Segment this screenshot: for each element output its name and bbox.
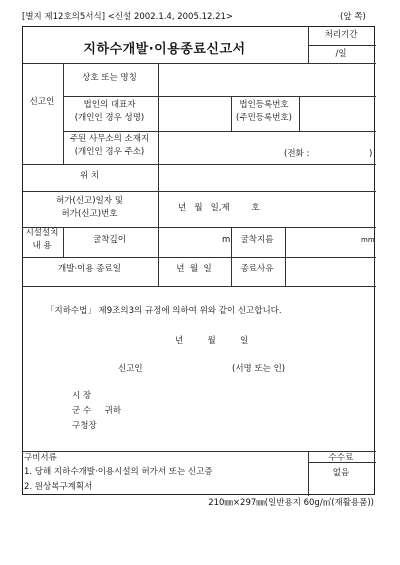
office-address-label: 주된 사무소의 소재지: [69, 134, 150, 144]
required-doc-2: 2. 원상복구계획서: [24, 482, 93, 492]
end-reason-label: 종료사유: [240, 264, 274, 274]
depth-unit: m: [222, 235, 231, 245]
declaration-date: 년 월 일: [175, 336, 249, 346]
diameter-label: 굴착지름: [240, 235, 274, 245]
signature-label: (서명 또는 인): [232, 364, 286, 374]
fee-label: 수수료: [328, 453, 354, 463]
applicant-label: 신고인: [29, 97, 55, 107]
depth-label: 굴착깊이: [93, 235, 126, 245]
processing-period-value: /일: [335, 49, 347, 59]
form-title: 지하수개발·이용종료신고서: [83, 42, 246, 57]
representative-label: 법인의 대표자: [83, 100, 136, 110]
page-side-label: (앞 쪽): [340, 12, 366, 22]
recipient-mayor: 시 장: [72, 391, 92, 401]
recipient-district: 구청장: [72, 421, 97, 431]
trade-name-label: 상호 또는 명칭: [82, 73, 137, 83]
office-address-sublabel: (개인인 경우 주소): [74, 147, 145, 157]
recipient-county: 군 수 귀하: [72, 406, 122, 416]
location-field[interactable]: [158, 164, 374, 190]
required-doc-1: 1. 당해 지하수개발·이용시설의 허가서 또는 신고증: [24, 467, 213, 477]
facility-sublabel: 내 용: [32, 241, 52, 251]
permit-label: 허가(신고)일자 및: [56, 196, 123, 206]
phone-close: ): [369, 149, 373, 159]
representative-sublabel: (개인인 경우 성명): [74, 113, 145, 123]
corp-number-label: 법인등록번호: [239, 100, 289, 110]
end-date-label: 개발·이용 종료일: [58, 264, 121, 274]
processing-period-label: 처리기간: [324, 30, 358, 40]
trade-name-field[interactable]: [158, 63, 374, 95]
representative-field[interactable]: [158, 96, 230, 130]
end-date-value: 년 월 일: [176, 264, 212, 274]
permit-date-number: 년 월 일,제 호: [178, 203, 260, 213]
permit-sublabel: 허가(신고)번호: [61, 209, 118, 219]
corp-number-sublabel: (주민등록번호): [236, 113, 292, 123]
fee-value: 없음: [332, 468, 350, 478]
required-docs-label: 구비서류: [24, 453, 57, 463]
phone-label: (전화 :: [284, 149, 310, 159]
corp-number-field[interactable]: [299, 96, 374, 130]
paper-spec: 210㎜×297㎜(일반용지 60g/㎡(재활용품)): [208, 498, 374, 508]
location-label: 위 치: [79, 171, 100, 181]
declaration-text: 「지하수법」 제9조의3의 규정에 의하여 위와 같이 신고합니다.: [46, 306, 282, 316]
facility-label: 시설설치: [25, 228, 59, 238]
diameter-unit: mm: [361, 236, 375, 244]
signer-label: 신고인: [118, 364, 143, 374]
form-reference: [별지 제12호의5서식] <신설 2002.1.4, 2005.12.21>: [22, 12, 234, 22]
